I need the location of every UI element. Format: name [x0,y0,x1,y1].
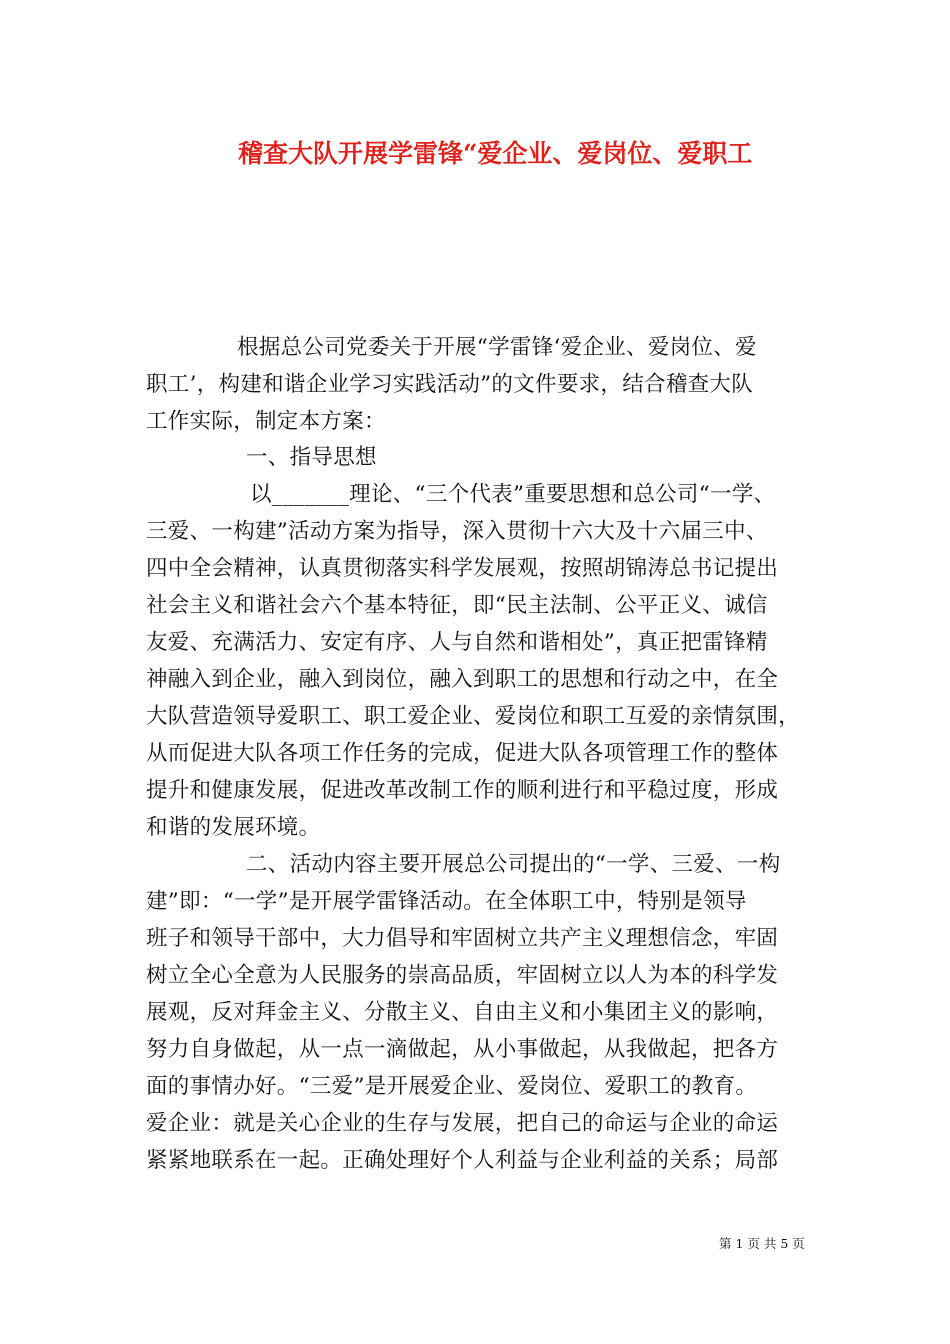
paragraph-line: 树立全心全意为人民服务的崇高品质，牢固树立以人为本的科学发 [146,963,779,988]
section-heading: 一、指导思想 [246,445,377,470]
paragraph-line: 面的事情办好。“三爱”是开展爱企业、爱岗位、爱职工的教育。 [146,1074,758,1099]
paragraph-line: 四中全会精神，认真贯彻落实科学发展观，按照胡锦涛总书记提出 [146,556,779,581]
paragraph-line: 提升和健康发展，促进改革改制工作的顺利进行和平稳过度，形成 [146,778,779,803]
paragraph-line: 三爱、一构建”活动方案为指导，深入贯彻十六大及十六届三中、 [146,519,768,544]
paragraph-line: 职工’，构建和谐企业学习实践活动”的文件要求，结合稽查大队 [146,372,754,397]
paragraph-line: 和谐的发展环境。 [146,815,321,840]
paragraph-line: 班子和领导干部中，大力倡导和牢固树立共产主义理想信念，牢固 [146,926,779,951]
paragraph-line: 以_______理论、“三个代表”重要思想和总公司“一学、 [250,482,776,507]
paragraph-line: 友爱、充满活力、安定有序、人与自然和谐相处”，真正把雷锋精 [146,630,768,655]
document-title: 稽查大队开展学雷锋“爱企业、爱岗位、爱职工 [238,139,753,168]
paragraph-line: 紧紧地联系在一起。正确处理好个人利益与企业利益的关系；局部 [146,1148,779,1173]
paragraph-line: 工作实际，制定本方案： [146,409,386,434]
paragraph-line: 根据总公司党委关于开展“学雷锋‘爱企业、爱岗位、爱 [237,335,757,360]
paragraph-line: 大队营造领导爱职工、职工爱企业、爱岗位和职工互爱的亲情氛围， [146,704,801,729]
paragraph-line: 展观，反对拜金主义、分散主义、自由主义和小集团主义的影响， [146,1000,779,1025]
paragraph-line: 社会主义和谐社会六个基本特征，即“民主法制、公平正义、诚信 [146,593,768,618]
paragraph-line: 爱企业：就是关心企业的生存与发展，把自己的命运与企业的命运 [146,1111,779,1136]
paragraph-line: 建”即：“一学”是开展学雷锋活动。在全体职工中，特别是领导 [146,889,747,914]
section-heading: 二、活动内容主要开展总公司提出的“一学、三爱、一构 [246,852,781,877]
page-number-footer: 第 1 页 共 5 页 [719,1236,805,1251]
paragraph-line: 神融入到企业，融入到岗位，融入到职工的思想和行动之中，在全 [146,667,779,692]
paragraph-line: 努力自身做起，从一点一滴做起，从小事做起，从我做起，把各方 [146,1037,779,1062]
paragraph-line: 从而促进大队各项工作任务的完成，促进大队各项管理工作的整体 [146,741,779,766]
